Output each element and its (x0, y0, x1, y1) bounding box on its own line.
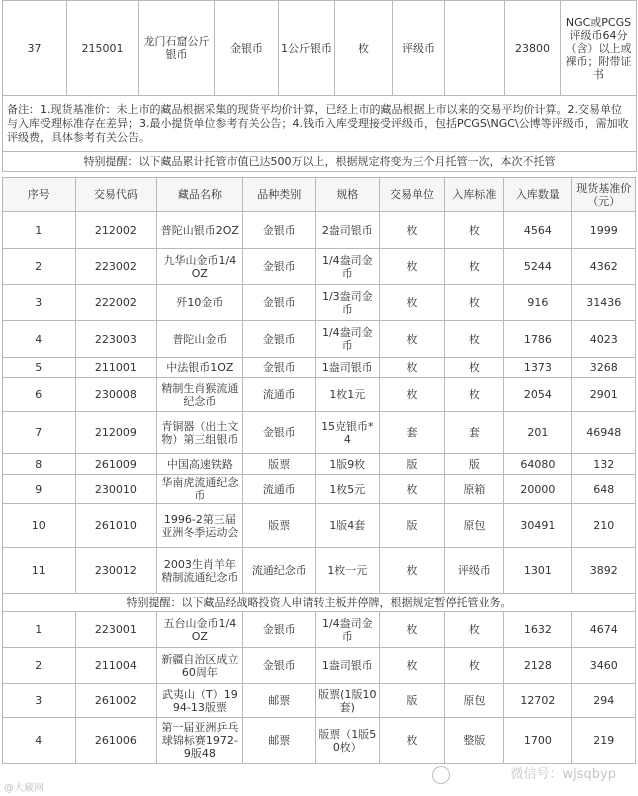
spec: 1/4盎司金币 (316, 249, 380, 285)
spec: 1版4套 (316, 504, 380, 548)
storage-standard: 整版 (445, 718, 504, 764)
storage-standard: 枚 (445, 212, 504, 249)
table-row (3, 1, 637, 96)
trade-unit: 枚 (379, 548, 445, 594)
base-price: 3892 (572, 548, 636, 594)
category: 流通纪念币 (243, 548, 316, 594)
base-price: 4023 (572, 321, 636, 358)
trade-unit: 枚 (379, 285, 445, 321)
spec: 1枚1元 (316, 378, 380, 412)
collectibles-table (2, 0, 637, 172)
header-cell: 序号 (3, 178, 76, 212)
wechat-icon (432, 766, 450, 784)
row-number: 4 (3, 718, 76, 764)
trade-code: 223002 (75, 249, 157, 285)
storage-quantity: 916 (504, 285, 572, 321)
row-number: 2 (3, 648, 76, 684)
header-cell: 入库标准 (445, 178, 504, 212)
spec: 15克银币*4 (316, 412, 380, 454)
row-number: 4 (3, 321, 76, 358)
trade-code: 261010 (75, 504, 157, 548)
category: 流通币 (243, 378, 316, 412)
row-number: 5 (3, 358, 76, 378)
item-name: 九华山金币1/4OZ (157, 249, 243, 285)
notice-text: 特别提醒：以下藏品累计托管市值已达500万以上，根据规定将变为三个月托管一次，本次不托管 (3, 152, 637, 172)
spec: 1盎司银币 (316, 648, 380, 684)
category: 金银币 (243, 321, 316, 358)
base-price: 3460 (572, 648, 636, 684)
trade-code: 215001 (67, 1, 139, 96)
header-cell: 交易单位 (379, 178, 445, 212)
item-name: 精制生肖猴流通纪念币 (157, 378, 243, 412)
storage-quantity: 1786 (504, 321, 572, 358)
table-row (3, 285, 636, 321)
spec: 1盎司银币 (316, 358, 380, 378)
trade-unit: 枚 (379, 648, 445, 684)
item-name: 第一届亚洲乒乓球锦标赛1972-9版48 (157, 718, 243, 764)
storage-standard: 枚 (445, 612, 504, 648)
storage-standard: 版 (445, 454, 504, 475)
storage-quantity (445, 1, 505, 96)
table-row (3, 358, 636, 378)
trade-unit: 版 (379, 454, 445, 475)
item-name: 1996-2第三届亚洲冬季运动会 (157, 504, 243, 548)
spec: 1版9枚 (316, 454, 380, 475)
storage-quantity: 30491 (504, 504, 572, 548)
base-price: 31436 (572, 285, 636, 321)
header-cell: 品种类别 (243, 178, 316, 212)
trade-unit: 枚 (379, 212, 445, 249)
base-price: 1999 (572, 212, 636, 249)
trade-code: 261009 (75, 454, 157, 475)
trade-unit: 枚 (379, 475, 445, 504)
row-number: 1 (3, 612, 76, 648)
category: 金银币 (215, 1, 279, 96)
item-name: 华南虎流通纪念币 (157, 475, 243, 504)
row-number: 10 (3, 504, 76, 548)
row-number: 2 (3, 249, 76, 285)
base-price: 4674 (572, 612, 636, 648)
header-cell: 入库数量 (504, 178, 572, 212)
base-price: 648 (572, 475, 636, 504)
row-number: 3 (3, 684, 76, 718)
category: 邮票 (243, 718, 316, 764)
storage-standard: 评级币 (445, 548, 504, 594)
section1-table (2, 177, 636, 764)
trade-code: 212002 (75, 212, 157, 249)
trade-unit: 枚 (379, 249, 445, 285)
trade-unit: 套 (379, 412, 445, 454)
item-name: 龙门石窟公斤银币 (139, 1, 215, 96)
trade-code: 261002 (75, 684, 157, 718)
remark: NGC或PCGS评级币64分（含）以上或裸币；附带证书 (561, 1, 637, 96)
category: 流通币 (243, 475, 316, 504)
trade-code: 211001 (75, 358, 157, 378)
storage-standard: 枚 (445, 648, 504, 684)
header-cell: 藏品名称 (157, 178, 243, 212)
table-row (3, 321, 636, 358)
storage-standard: 枚 (445, 249, 504, 285)
item-name: 2003生肖羊年精制流通纪念币 (157, 548, 243, 594)
row-number: 11 (3, 548, 76, 594)
item-name: 新疆自治区成立60周年 (157, 648, 243, 684)
base-price: 2901 (572, 378, 636, 412)
trade-code: 230010 (75, 475, 157, 504)
spec: 1/3盎司金币 (316, 285, 380, 321)
trade-code: 223003 (75, 321, 157, 358)
spec: 1枚一元 (316, 548, 380, 594)
storage-standard: 枚 (445, 378, 504, 412)
spec: 1枚5元 (316, 475, 380, 504)
spec: 2盎司银币 (316, 212, 380, 249)
storage-standard: 枚 (445, 321, 504, 358)
row-number: 3 (3, 285, 76, 321)
trade-code: 212009 (75, 412, 157, 454)
storage-standard: 原包 (445, 684, 504, 718)
storage-quantity: 201 (504, 412, 572, 454)
trade-code: 230008 (75, 378, 157, 412)
category: 金银币 (243, 249, 316, 285)
trade-code: 223001 (75, 612, 157, 648)
item-name: 中国高速铁路 (157, 454, 243, 475)
header-cell: 现货基准价（元） (572, 178, 636, 212)
table-row (3, 249, 636, 285)
base-price: 23800 (505, 1, 561, 96)
base-price: 219 (572, 718, 636, 764)
base-price: 210 (572, 504, 636, 548)
item-name: 五台山金币1/4OZ (157, 612, 243, 648)
trade-unit: 版 (379, 684, 445, 718)
table-row (3, 548, 636, 594)
category: 金银币 (243, 612, 316, 648)
item-name: 青铜器（出土文物）第三组银币 (157, 412, 243, 454)
spec: 1/4盎司金币 (316, 321, 380, 358)
storage-quantity: 1373 (504, 358, 572, 378)
spec: 1/4盎司金币 (316, 612, 380, 648)
category: 邮票 (243, 684, 316, 718)
storage-standard: 枚 (445, 285, 504, 321)
item-name: 武夷山（T）1994-13版票 (157, 684, 243, 718)
row-number: 1 (3, 212, 76, 249)
table-row (3, 412, 636, 454)
spec: 版票(1版10套) (316, 684, 380, 718)
trade-code: 261006 (75, 718, 157, 764)
base-price: 4362 (572, 249, 636, 285)
storage-quantity: 2128 (504, 648, 572, 684)
table-row (3, 475, 636, 504)
trade-unit: 枚 (379, 612, 445, 648)
trade-code: 211004 (75, 648, 157, 684)
storage-quantity: 1301 (504, 548, 572, 594)
watermark: 微信号：wjsqbyp (510, 767, 616, 782)
trade-unit: 枚 (335, 1, 393, 96)
storage-quantity: 4564 (504, 212, 572, 249)
table-row (3, 378, 636, 412)
spec: 版票（1版50枚） (316, 718, 380, 764)
storage-standard: 原包 (445, 504, 504, 548)
trade-unit: 版 (379, 504, 445, 548)
storage-quantity: 1632 (504, 612, 572, 648)
storage-quantity: 64080 (504, 454, 572, 475)
category: 金银币 (243, 412, 316, 454)
row-number: 7 (3, 412, 76, 454)
notice-row (3, 594, 636, 612)
storage-quantity: 1700 (504, 718, 572, 764)
trade-code: 222002 (75, 285, 157, 321)
corner-watermark: @大藏网 (4, 783, 44, 794)
table-row (3, 648, 636, 684)
row-number: 8 (3, 454, 76, 475)
storage-quantity: 20000 (504, 475, 572, 504)
note-text: 备注：1.现货基准价：未上市的藏品根据采集的现货平均价计算，已经上市的藏品根据上市以来的交易平均价计算。2.交易单位与入库受理标准存在差异；3.最小提货单位参考有关公告；4.钱币入库受理接受评级币，包括PCGS\NGC\公博等评级币，需加收评级费，具体参考有关公告。 (3, 96, 637, 152)
storage-standard: 枚 (445, 358, 504, 378)
row-number: 37 (3, 1, 67, 96)
storage-standard: 套 (445, 412, 504, 454)
header-cell: 规格 (316, 178, 380, 212)
category: 版票 (243, 454, 316, 475)
table-row (3, 454, 636, 475)
row-number: 6 (3, 378, 76, 412)
category: 金银币 (243, 285, 316, 321)
trade-unit: 枚 (379, 321, 445, 358)
base-price: 3268 (572, 358, 636, 378)
table-row (3, 612, 636, 648)
storage-standard: 原箱 (445, 475, 504, 504)
trade-unit: 枚 (379, 718, 445, 764)
base-price: 132 (572, 454, 636, 475)
table-row (3, 212, 636, 249)
item-name: 普陀山金币 (157, 321, 243, 358)
notice-row (3, 152, 637, 172)
item-name: 歼10金币 (157, 285, 243, 321)
base-price: 294 (572, 684, 636, 718)
category: 版票 (243, 504, 316, 548)
row-number: 9 (3, 475, 76, 504)
item-name: 中法银币1OZ (157, 358, 243, 378)
category: 金银币 (243, 212, 316, 249)
table-row (3, 504, 636, 548)
trade-unit: 枚 (379, 358, 445, 378)
item-name: 普陀山银币2OZ (157, 212, 243, 249)
header-cell: 交易代码 (75, 178, 157, 212)
storage-quantity: 5244 (504, 249, 572, 285)
spec: 1公斤银币 (279, 1, 335, 96)
note-row (3, 96, 637, 152)
table-row (3, 684, 636, 718)
trade-unit: 枚 (379, 378, 445, 412)
header-row (3, 178, 636, 212)
category: 金银币 (243, 358, 316, 378)
notice-text: 特别提醒：以下藏品经战略投资人申请转主板并停牌，根据规定暂停托管业务。 (3, 594, 636, 612)
table-row (3, 718, 636, 764)
storage-quantity: 12702 (504, 684, 572, 718)
storage-quantity: 2054 (504, 378, 572, 412)
category: 金银币 (243, 648, 316, 684)
storage-standard: 评级币 (393, 1, 445, 96)
base-price: 46948 (572, 412, 636, 454)
trade-code: 230012 (75, 548, 157, 594)
